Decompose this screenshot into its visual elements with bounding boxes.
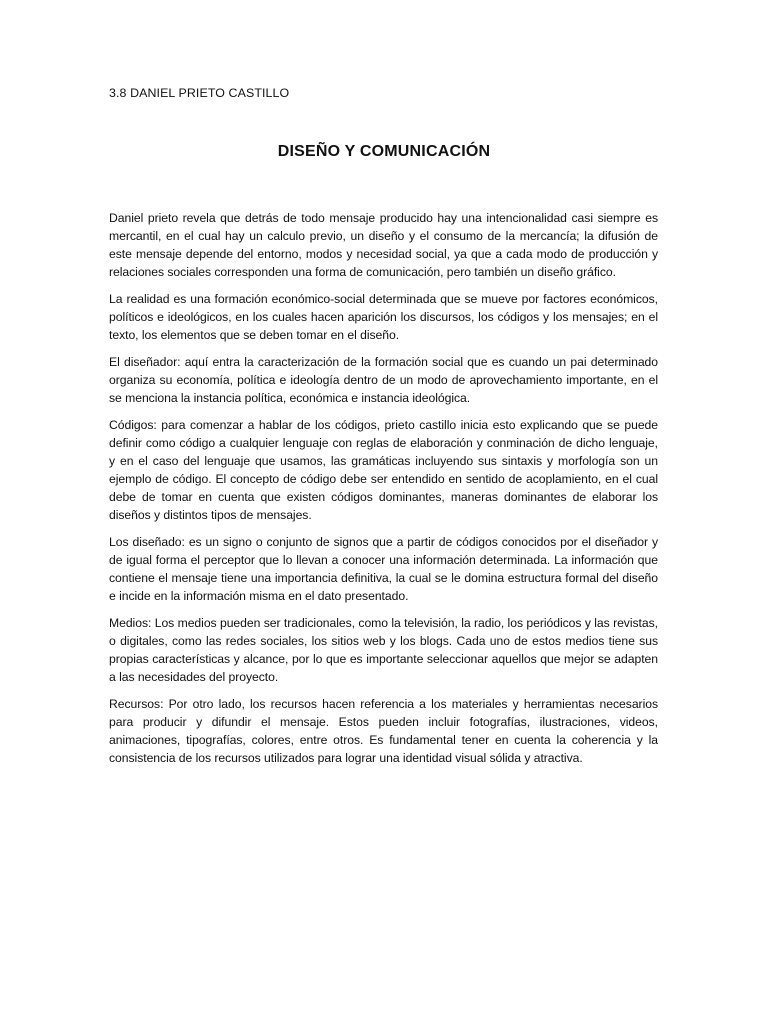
paragraph-disenado: Los diseñado: es un signo o conjunto de signos que a partir de códigos conocidos por el diseñador y de igual forma el perceptor que lo llevan a conocer una información determinada. La información que contiene el mensaje tiene una importancia definitiva, la cual se le domina estructura formal del diseño e incide en la información misma en el dato presentado. bbox=[109, 535, 658, 603]
document-body bbox=[109, 209, 658, 776]
paragraph-disenador: El diseñador: aquí entra la caracterización de la formación social que es cuando un pai determinado organiza su economía, política e ideología dentro de un modo de aprovechamiento importante, en el se menciona la instancia política, económica e instancia ideológica. bbox=[109, 355, 658, 405]
paragraph-recursos: Recursos: Por otro lado, los recursos hacen referencia a los materiales y herramientas necesarios para producir y difundir el mensaje. Estos pueden incluir fotografías, ilustraciones, videos, animaciones, tipografías, colores, entre otros. Es fundamental tener en cuenta la coherencia y la consistencia de los recursos utilizados para lograr una identidad visual sólida y atractiva. bbox=[109, 697, 658, 765]
paragraph-realidad: La realidad es una formación económico-social determinada que se mueve por factores económicos, políticos e ideológicos, en los cuales hacen aparición los discursos, los códigos y los mensajes; en el texto, los elementos que se deben tomar en el diseño. bbox=[109, 292, 658, 342]
paragraph-intro: Daniel prieto revela que detrás de todo mensaje producido hay una intencionalidad casi siempre es mercantil, en el cual hay un calculo previo, un diseño y el consumo de la mercancía; la difusión de este mensaje depende del entorno, modos y necesidad social, ya que a cada modo de producción y relaciones sociales corresponden una forma de comunicación, pero también un diseño gráfico. bbox=[109, 211, 658, 279]
section-label: 3.8 DANIEL PRIETO CASTILLO bbox=[109, 86, 290, 100]
document-title: DISEÑO Y COMUNICACIÓN bbox=[277, 143, 491, 160]
paragraph-codigos: Códigos: para comenzar a hablar de los códigos, prieto castillo inicia esto explicando que se puede definir como código a cualquier lenguaje con reglas de elaboración y conminación de dicho lenguaje, y en el caso del lenguaje que usamos, las gramáticas incluyendo sus sintaxis y morfología son un ejemplo de código. El concepto de código debe ser entendido en sentido de acoplamiento, en el cual debe de tomar en cuenta que existen códigos dominantes, maneras dominantes de elaborar los diseños y distintos tipos de mensajes. bbox=[109, 418, 658, 522]
paragraph-medios: Medios: Los medios pueden ser tradicionales, como la televisión, la radio, los periódicos y las revistas, o digitales, como las redes sociales, los sitios web y los blogs. Cada uno de estos medios tiene sus propias características y alcance, por lo que es importante seleccionar aquellos que mejor se adapten a las necesidades del proyecto. bbox=[109, 616, 658, 684]
